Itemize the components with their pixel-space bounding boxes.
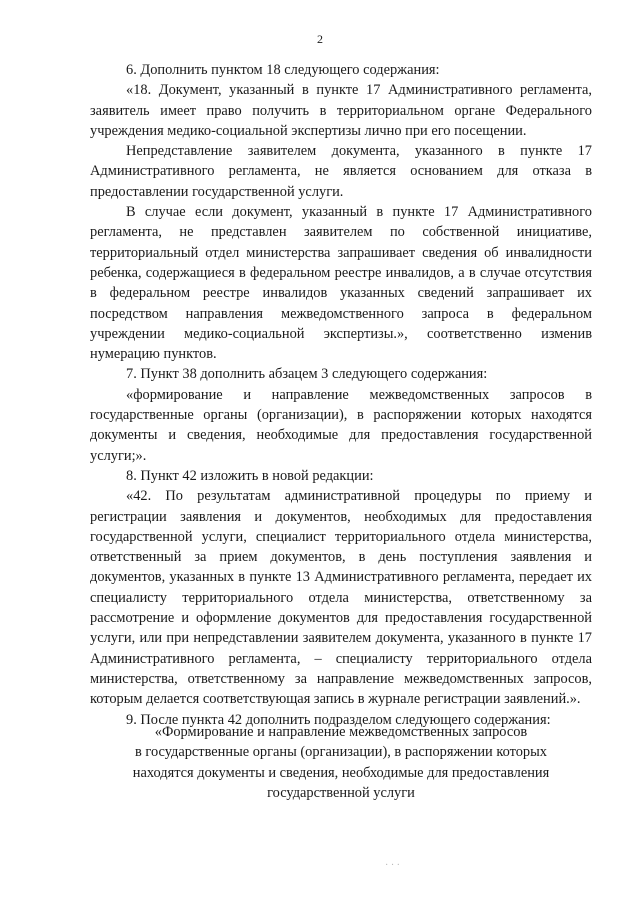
paragraph-non-submission: Непредставление заявителем документа, указанного в пункте 17 Административного регламента, не является основанием для отказа в предоставлении государственной услуги. <box>90 143 592 200</box>
subsection-heading-line: «Формирование и направление межведомственных запросов <box>154 724 528 740</box>
paragraph-item-6: 6. Дополнить пунктом 18 следующего содержания: <box>126 62 440 78</box>
scan-artifact: · · · <box>385 860 400 871</box>
paragraph-point-42: «42. По результатам административной процедуры по приему и регистрации заявления и документов, необходимых для предоставления государственной услуги, специалист территориального отдела министерства, ответственный за прием документов, в день поступления заявления и документов, указанных в пункте 13 Административного регламента, передает их специалисту территориального отдела министерства, ответственному за рассмотрение и оформление документов для предоставления государственной услуги, или при непредставлении заявителем документа, указанного в пункте 17 Административного регламента, – специалисту территориального отдела министерства, ответственному за направление межведомственных запросов, которым делается соответствующая запись в журнале регистрации заявлений.». <box>90 488 592 708</box>
paragraph-item-8: 8. Пункт 42 изложить в новой редакции: <box>126 467 374 484</box>
paragraph-item-9: 9. После пункта 42 дополнить подразделом следующего содержания: <box>126 711 551 728</box>
paragraph-item-7: 7. Пункт 38 дополнить абзацем 3 следующего содержания: <box>126 366 488 383</box>
paragraph-formation-requests: «формирование и направление межведомственных запросов в государственные органы (организации), в распоряжении которых находятся документы и сведения, необходимые для предоставления государственной услуги;». <box>90 386 592 464</box>
paragraph-interagency-request: В случае если документ, указанный в пункте 17 Административного регламента, не представлен заявителем по собственной инициативе, территориальный отдел министерства запрашивает сведения об инвалидности ребенка, содержащиеся в федеральном реестре инвалидов, а в случае отсутствия в федеральном реестре инвалидов указанных сведений запрашивает их посредством направления межведомственного запроса в федеральном учреждении медико-социальной экспертизы.», соответственно изменив нумерацию пунктов. <box>90 204 592 363</box>
page-number: 2 <box>317 32 323 46</box>
document-body <box>90 60 592 730</box>
subsection-heading <box>90 722 592 803</box>
subsection-heading-line: в государственные органы (организации), в распоряжении которых <box>135 744 547 761</box>
paragraph-point-18: «18. Документ, указанный в пункте 17 Административного регламента, заявитель имеет право получить в территориальном органе Федерального учреждения медико-социальной экспертизы лично при его посещении. <box>90 82 592 139</box>
subsection-heading-line: находятся документы и сведения, необходимые для предоставления <box>132 764 550 781</box>
subsection-heading-line: государственной услуги <box>267 784 415 801</box>
